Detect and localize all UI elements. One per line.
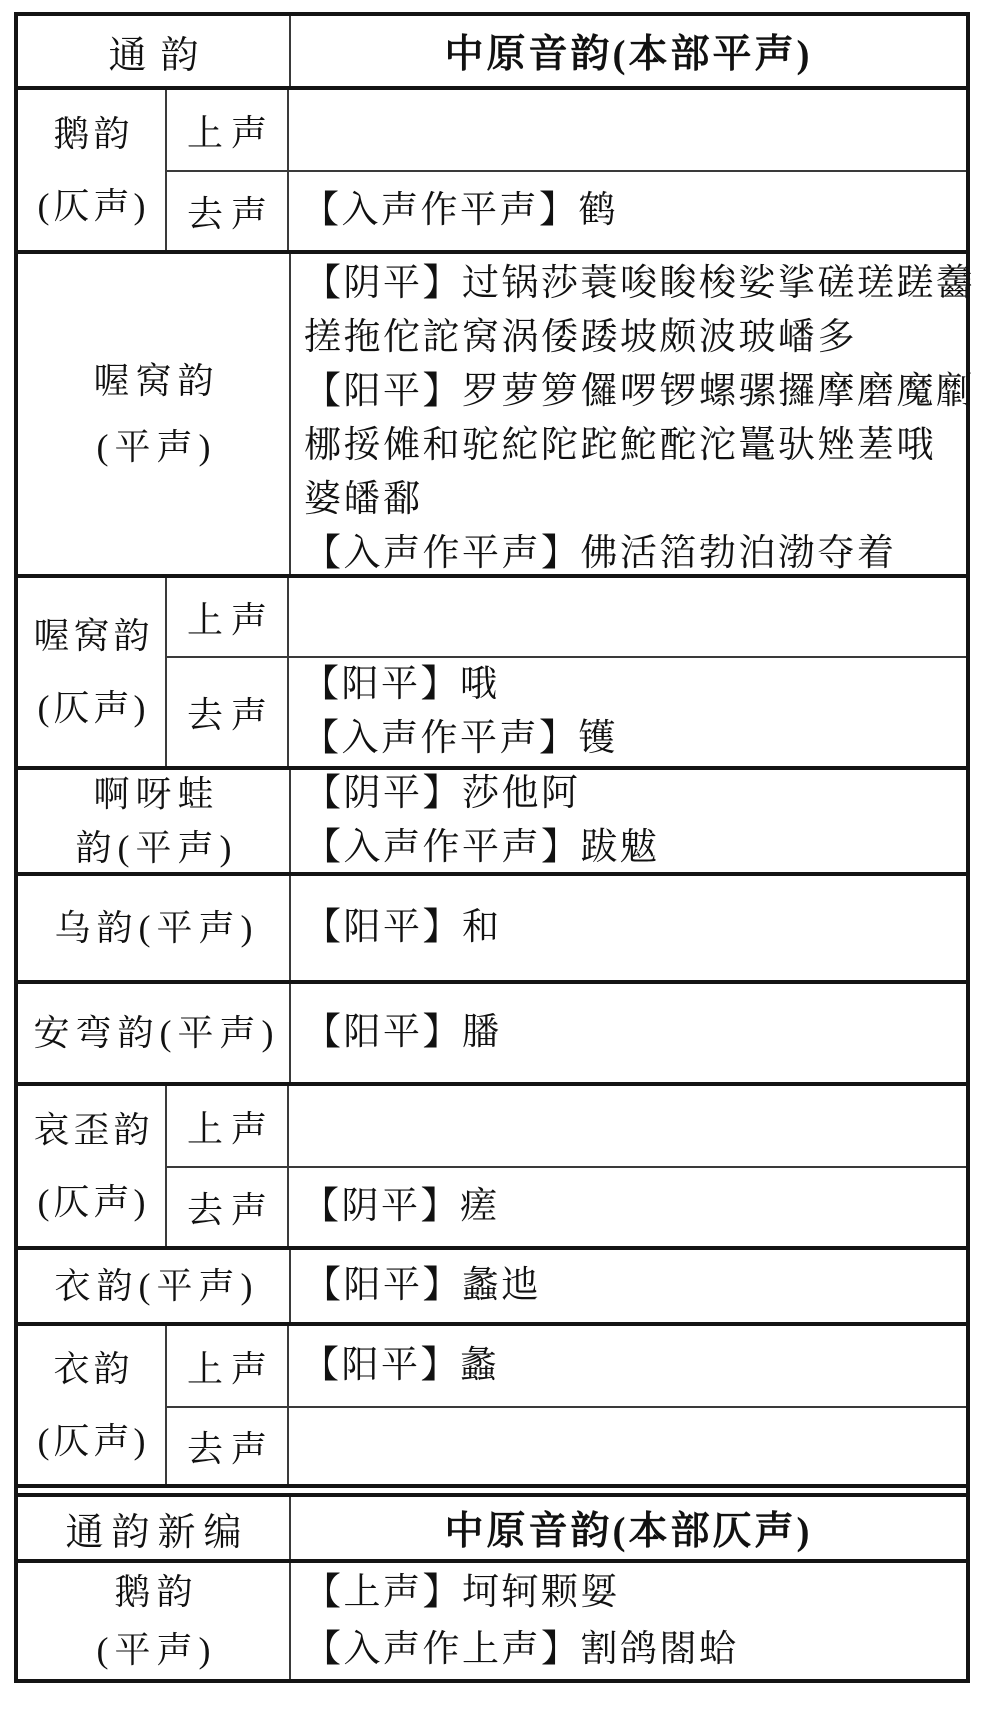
category-line: (平声) [96,1630,217,1670]
content-cell [289,658,966,766]
content-cell [289,172,966,250]
content-cell [291,876,966,980]
rhyme-comparison-table [14,12,976,1683]
tone-cell: 去声 [167,172,289,250]
tone-cell: 去声 [167,1408,289,1484]
category-line: 韵(平声) [75,828,238,868]
tone-cell: 去声 [167,658,289,766]
category-line: (仄声) [37,688,150,728]
category-cell [18,578,167,766]
content-line: 【阴平】瘥 [302,1186,500,1227]
content-line: 婆皤鄱 [304,479,423,520]
category-cell [18,1326,167,1484]
category-cell [18,1086,167,1246]
category-line: 哀歪韵 [33,1110,154,1150]
content-cell [291,770,966,872]
content-line: 【入声作平声】镬 [302,718,618,759]
row-owoyun-pingsheng [18,250,976,574]
row-anwanyun-pingsheng [18,980,966,1082]
row-wuyun-pingsheng [18,872,966,980]
subrow-shangsheng [167,90,966,170]
content-cell [291,254,982,574]
content-line: 【阳平】膰 [304,1012,502,1053]
category-line: 喔窝韵 [33,616,154,656]
content-line: 【阳平】蠡迆 [304,1265,541,1306]
row-eyun-zesheng [18,86,966,250]
content-cell [289,1326,966,1406]
category-cell [18,1250,291,1322]
row-yiyun-zesheng [18,1322,966,1484]
header-cell-tongyun: 通韵 [18,16,291,86]
category-cell [18,984,291,1082]
category-line: 衣韵 [53,1349,134,1389]
content-cell [291,1250,966,1322]
row-owoyun-zesheng [18,574,966,766]
row-ayawayun-pingsheng [18,766,966,872]
category-line: 安弯韵(平声) [33,1013,280,1053]
row-eyun-pingsheng [18,1559,966,1679]
content-cell [289,1168,966,1246]
content-cell-empty [289,90,966,170]
header-cell-zhongyuan-pingsheng: 中原音韵(本部平声) [444,33,813,76]
content-line: 【入声作平声】鹤 [302,190,618,231]
category-line: 衣韵(平声) [54,1266,259,1306]
category-line: (仄声) [37,1421,150,1461]
content-line: 梛挼傩和驼紽陀跎鮀酡沱鼍驮矬蒫哦 [304,425,936,466]
subrow-qusheng [167,170,966,250]
content-cell-empty [289,578,966,656]
category-line: 鹅韵 [53,114,134,154]
category-cell [18,254,291,574]
tone-cell: 上声 [167,578,289,656]
subrow-shangsheng [167,1326,966,1406]
category-cell [18,876,291,980]
content-cell-empty [289,1408,966,1484]
content-line: 【阳平】罗萝箩儸啰锣螺骡攞摩磨魔劘 [304,371,976,412]
subrow-shangsheng [167,578,966,656]
category-cell [18,90,167,250]
subrow-qusheng [167,656,966,766]
tone-cell: 上声 [167,1086,289,1166]
content-cell [291,984,966,1082]
content-line: 【阳平】哦 [302,664,500,705]
subrow-shangsheng [167,1086,966,1166]
category-line: 鹅韵 [114,1572,199,1612]
content-line: 【上声】坷轲颗娿 [304,1572,620,1613]
content-line: 【入声作平声】跋魃 [304,827,660,868]
category-line: (平声) [96,427,217,467]
tone-cell: 上声 [167,1326,289,1406]
content-cell [291,1563,966,1679]
table-header-row-top [18,16,966,86]
content-line: 【阴平】过锅莎蓑唆睃梭娑挲磋瑳蹉齹 [304,263,976,304]
header-cell-tongyun-xinbian: 通韵新编 [18,1497,291,1559]
content-cell-empty [289,1086,966,1166]
category-cell [18,770,291,872]
content-line: 【阳平】和 [304,907,502,948]
subrow-qusheng [167,1406,966,1484]
content-line: 【入声作上声】割鸽閤蛤 [304,1629,739,1670]
category-line: 乌韵(平声) [54,908,259,948]
tone-cell: 上声 [167,90,289,170]
category-line: 啊呀蛙 [93,774,220,814]
row-aiwaiyun-zesheng [18,1082,966,1246]
content-line: 【阳平】蠡 [302,1345,500,1386]
content-line: 【入声作平声】佛活箔勃泊渤夺着 [304,533,897,574]
double-rule-separator [18,1484,966,1493]
category-line: 喔窝韵 [93,361,220,401]
row-yiyun-pingsheng [18,1246,966,1322]
tone-cell: 去声 [167,1168,289,1246]
content-line: 【阴平】莎他阿 [304,773,581,814]
category-line: (仄声) [37,1182,150,1222]
category-line: (仄声) [37,186,150,226]
header-cell-zhongyuan-zesheng: 中原音韵(本部仄声) [444,1510,813,1553]
table-header-row-bottom [18,1493,966,1559]
subrow-qusheng [167,1166,966,1246]
content-line: 搓拖佗詑窝涡倭踒坡颇波玻嶓多 [304,317,857,358]
category-cell [18,1563,291,1679]
